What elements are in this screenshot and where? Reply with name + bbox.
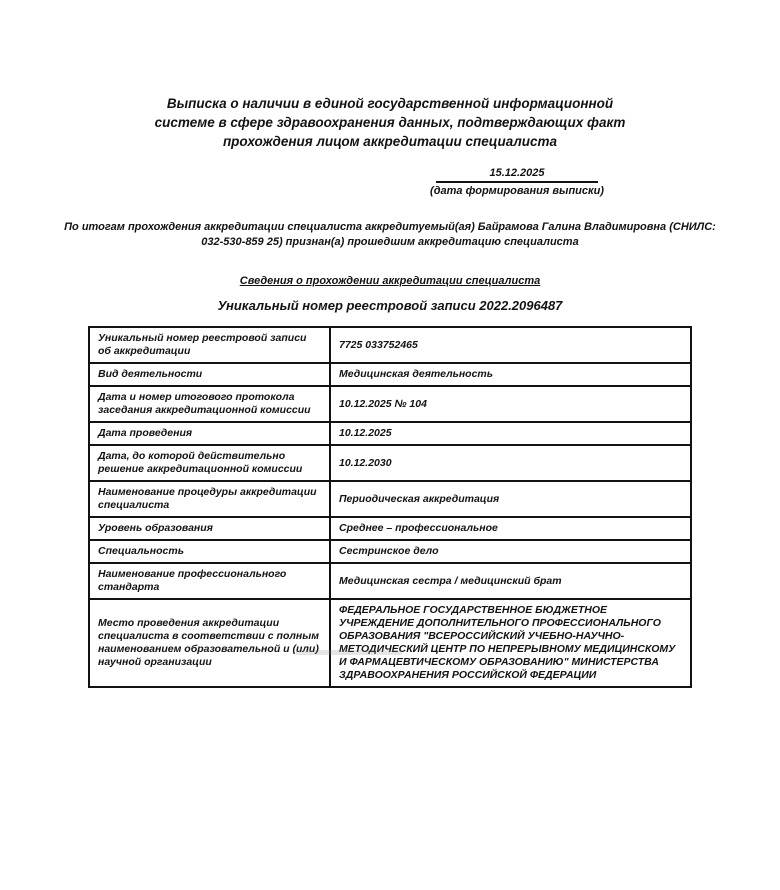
table-row xyxy=(89,517,691,540)
intro-line: По итогам прохождения аккредитации специалиста аккредитуемый(ая) Байрамова Галина Владимировна (СНИЛС: xyxy=(64,221,716,233)
row-value: 10.12.2030 xyxy=(330,445,691,481)
row-value: Среднее – профессиональное xyxy=(330,517,691,540)
registry-number-heading: Уникальный номер реестровой записи 2022.2096487 xyxy=(217,298,563,313)
row-label: Вид деятельности xyxy=(89,363,330,386)
table-row xyxy=(89,327,691,363)
row-label: Дата, до которой действительно решение аккредитационной комиссии xyxy=(89,445,330,481)
row-value: ФЕДЕРАЛЬНОЕ ГОСУДАРСТВЕННОЕ БЮДЖЕТНОЕ УЧРЕЖДЕНИЕ ДОПОЛНИТЕЛЬНОГО ПРОФЕССИОНАЛЬНОГО ОБРАЗОВАНИЯ "ВСЕРОССИЙСКИЙ УЧЕБНО-НАУЧНО-МЕТОДИЧЕСКИЙ ЦЕНТР ПО НЕПРЕРЫВНОМУ МЕДИЦИНСКОМУ И ФАРМАЦЕВТИЧЕСКОМУ ОБРАЗОВАНИЮ" МИНИСТЕРСТВА ЗДРАВООХРАНЕНИЯ РОССИЙСКОЙ ФЕДЕРАЦИИ xyxy=(330,599,691,687)
page-title-line: системе в сфере здравоохранения данных, подтверждающих факт xyxy=(154,115,626,130)
row-label: Наименование профессионального стандарта xyxy=(89,563,330,599)
row-value: Периодическая аккредитация xyxy=(330,481,691,517)
issue-date-block xyxy=(430,167,604,198)
row-label: Уровень образования xyxy=(89,517,330,540)
page-title-line: прохождения лицом аккредитации специалиста xyxy=(222,134,558,149)
section-heading: Сведения о прохождении аккредитации специалиста xyxy=(239,275,541,287)
page-title xyxy=(0,0,780,151)
table-row xyxy=(89,563,691,599)
intro-paragraph xyxy=(60,220,720,250)
issue-date-caption: (дата формирования выписки) xyxy=(430,185,604,197)
row-value: 10.12.2025 xyxy=(330,422,691,445)
row-value: Медицинская сестра / медицинский брат xyxy=(330,563,691,599)
row-label: Дата проведения xyxy=(89,422,330,445)
table-row xyxy=(89,599,691,687)
table-row xyxy=(89,540,691,563)
table-row xyxy=(89,422,691,445)
scan-artifact xyxy=(296,650,402,655)
table-row xyxy=(89,445,691,481)
row-value: Медицинская деятельность xyxy=(330,363,691,386)
intro-line: 032-530-859 25) признан(а) прошедшим аккредитацию специалиста xyxy=(201,236,579,248)
issue-date: 15.12.2025 xyxy=(436,167,598,183)
table-row xyxy=(89,386,691,422)
row-value: Сестринское дело xyxy=(330,540,691,563)
row-label: Специальность xyxy=(89,540,330,563)
table-row xyxy=(89,481,691,517)
page-title-line: Выписка о наличии в единой государственной информационной xyxy=(166,96,614,111)
table-row xyxy=(89,363,691,386)
row-label: Наименование процедуры аккредитации специалиста xyxy=(89,481,330,517)
row-value: 10.12.2025 № 104 xyxy=(330,386,691,422)
row-value: 7725 033752465 xyxy=(330,327,691,363)
row-label: Уникальный номер реестровой записи об аккредитации xyxy=(89,327,330,363)
accreditation-table xyxy=(88,326,692,688)
row-label: Дата и номер итогового протокола заседания аккредитационной комиссии xyxy=(89,386,330,422)
row-label: Место проведения аккредитации специалиста в соответствии с полным наименованием образовательной и (или) научной организации xyxy=(89,599,330,687)
